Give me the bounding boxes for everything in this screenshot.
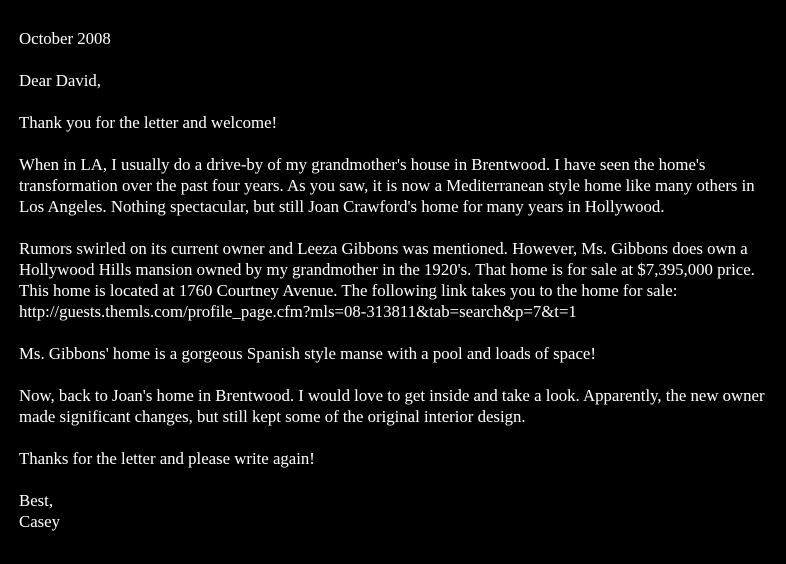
paragraph-joans-home: Now, back to Joan's home in Brentwood. I would love to get inside and take a look. Apparently, the new owner made significant changes, but still kept some of the original interior design.: [19, 386, 765, 426]
letter-signature: Casey: [19, 512, 61, 531]
paragraph-write-again: Thanks for the letter and please write again!: [19, 449, 315, 468]
paragraph-rumors: [19, 238, 775, 322]
paragraph-brentwood-house: When in LA, I usually do a drive-by of my grandmother's house in Brentwood. I have seen the home's transformation over the past four years. As you saw, it is now a Mediterranean style home like many others in Los Angeles. Nothing spectacular, but still Joan Crawford's home for many years in Hollywood.: [19, 155, 755, 216]
letter-closing: [19, 490, 775, 532]
paragraph-gibbons-home: Ms. Gibbons' home is a gorgeous Spanish style manse with a pool and loads of space!: [19, 344, 596, 363]
paragraph-rumors-text: Rumors swirled on its current owner and Leeza Gibbons was mentioned. However, Ms. Gibbons does own a Hollywood Hills mansion owned by my grandmother in the 1920's. That home is for sale at $7,395,000 price. This home is located at 1760 Courtney Avenue. The following link takes you to the home for sale:: [19, 239, 755, 300]
letter-date: October 2008: [19, 29, 111, 48]
listing-link[interactable]: http://guests.themls.com/profile_page.cfm?mls=08-313811&tab=search&p=7&t=1: [19, 302, 577, 321]
letter-signoff: Best,: [19, 491, 54, 510]
letter-body: [19, 28, 775, 532]
letter-salutation: Dear David,: [19, 71, 102, 90]
paragraph-thanks: Thank you for the letter and welcome!: [19, 113, 278, 132]
